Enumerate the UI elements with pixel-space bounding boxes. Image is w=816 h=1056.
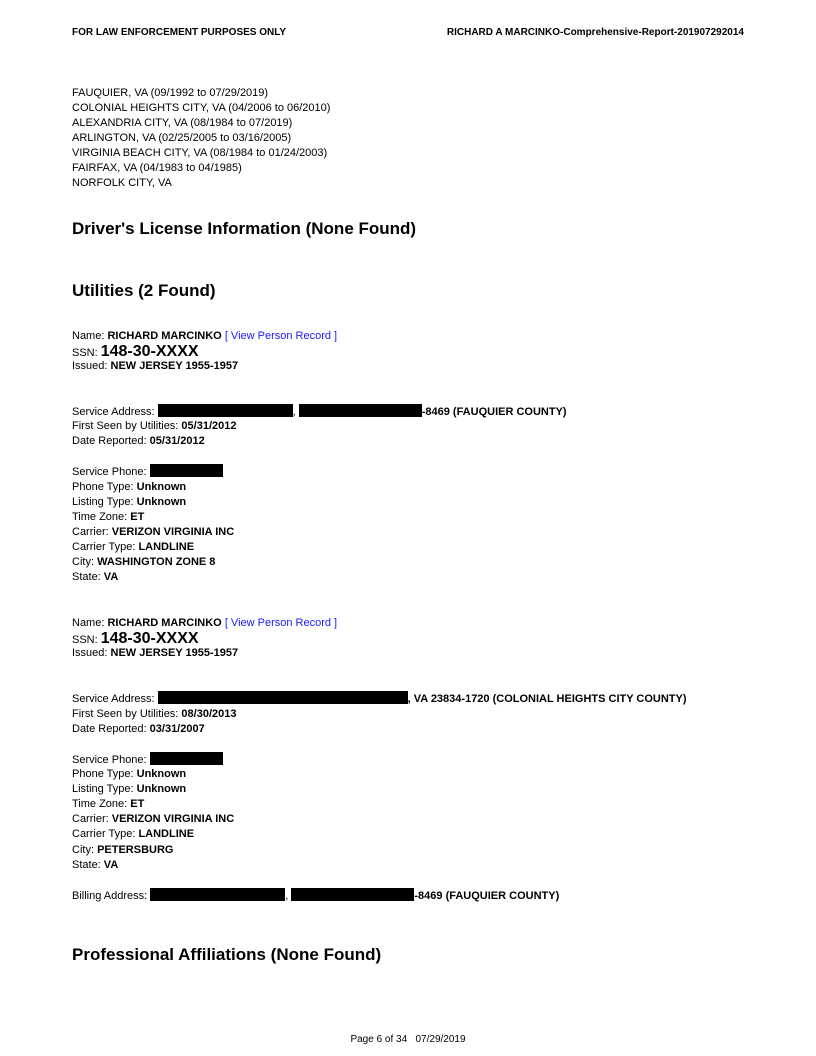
ssn-line: SSN: 148-30-XXXX [72, 630, 199, 647]
phone-type-line: Phone Type: Unknown [72, 768, 187, 780]
county-item: FAUQUIER, VA (09/1992 to 07/29/2019) [72, 87, 269, 99]
first-seen-line: First Seen by Utilities: 08/30/2013 [72, 708, 237, 720]
listing-type-line: Listing Type: Unknown [72, 496, 187, 508]
page-footer [0, 1034, 816, 1045]
name-line: Name: RICHARD MARCINKO [ View Person Record ] [72, 617, 338, 629]
drivers-license-heading: Driver's License Information (None Found) [72, 219, 417, 238]
county-item: NORFOLK CITY, VA [72, 177, 172, 189]
redaction-box [150, 464, 223, 477]
person-name: RICHARD MARCINKO [107, 617, 222, 629]
billing-address-line: Billing Address: , -8469 (FAUQUIER COUNTY) [72, 890, 560, 902]
utilities-heading: Utilities (2 Found) [72, 281, 216, 300]
date-reported-line: Date Reported: 05/31/2012 [72, 435, 205, 447]
service-phone-line: Service Phone: [72, 752, 223, 767]
name-line: Name: RICHARD MARCINKO [ View Person Record ] [72, 330, 338, 342]
city-line: City: PETERSBURG [72, 844, 174, 856]
footer-date: 07/29/2019 [415, 1034, 466, 1045]
person-name: RICHARD MARCINKO [107, 330, 222, 342]
carrier-type-line: Carrier Type: LANDLINE [72, 541, 195, 553]
time-zone-line: Time Zone: ET [72, 511, 145, 523]
issued-line: Issued: NEW JERSEY 1955-1957 [72, 360, 239, 372]
header-classification: FOR LAW ENFORCEMENT PURPOSES ONLY [72, 27, 287, 38]
phone-type-line: Phone Type: Unknown [72, 481, 187, 493]
service-phone-line: Service Phone: [72, 464, 223, 479]
header-report-title: RICHARD A MARCINKO-Comprehensive-Report-201907292014 [446, 27, 744, 38]
county-item: ALEXANDRIA CITY, VA (08/1984 to 07/2019) [72, 117, 293, 129]
state-line: State: VA [72, 859, 119, 871]
page-number: Page 6 of 34 [350, 1034, 408, 1045]
city-line: City: WASHINGTON ZONE 8 [72, 556, 216, 568]
service-address-line: Service Address: , VA 23834-1720 (COLONIAL HEIGHTS CITY COUNTY) [72, 693, 687, 705]
redaction-box [291, 888, 414, 901]
redaction-box [158, 691, 408, 704]
carrier-line: Carrier: VERIZON VIRGINIA INC [72, 526, 235, 538]
date-reported-line: Date Reported: 03/31/2007 [72, 723, 205, 735]
carrier-line: Carrier: VERIZON VIRGINIA INC [72, 813, 235, 825]
service-address-line: Service Address: , -8469 (FAUQUIER COUNTY) [72, 406, 567, 418]
state-line: State: VA [72, 571, 119, 583]
first-seen-line: First Seen by Utilities: 05/31/2012 [72, 420, 237, 432]
county-item: FAIRFAX, VA (04/1983 to 04/1985) [72, 162, 242, 174]
redaction-box [158, 404, 293, 417]
issued-line: Issued: NEW JERSEY 1955-1957 [72, 647, 239, 659]
ssn-line: SSN: 148-30-XXXX [72, 343, 199, 360]
county-item: ARLINGTON, VA (02/25/2005 to 03/16/2005) [72, 132, 292, 144]
professional-affiliations-heading: Professional Affiliations (None Found) [72, 945, 382, 964]
view-person-record-link[interactable]: [ View Person Record ] [224, 617, 338, 629]
redaction-box [150, 752, 223, 765]
redaction-box [299, 404, 422, 417]
county-item: COLONIAL HEIGHTS CITY, VA (04/2006 to 06/2010) [72, 102, 331, 114]
ssn-value: 148-30-XXXX [100, 343, 199, 360]
time-zone-line: Time Zone: ET [72, 798, 145, 810]
redaction-box [150, 888, 285, 901]
carrier-type-line: Carrier Type: LANDLINE [72, 828, 195, 840]
listing-type-line: Listing Type: Unknown [72, 783, 187, 795]
county-item: VIRGINIA BEACH CITY, VA (08/1984 to 01/24/2003) [72, 147, 328, 159]
view-person-record-link[interactable]: [ View Person Record ] [224, 330, 338, 342]
ssn-value: 148-30-XXXX [100, 630, 199, 647]
